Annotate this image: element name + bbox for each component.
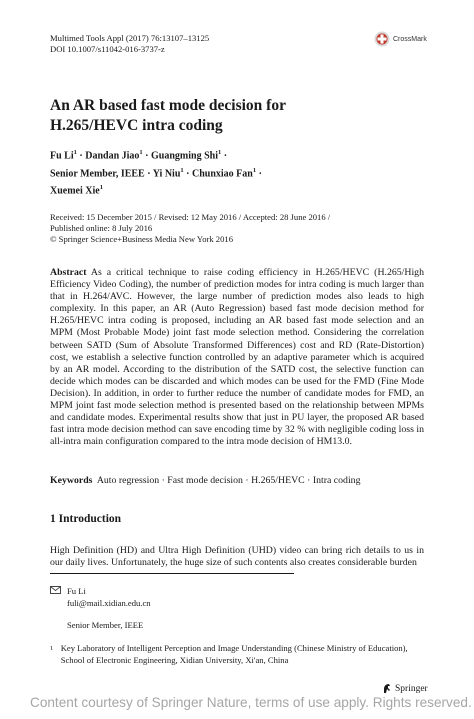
journal-citation: Multimed Tools Appl (2017) 76:13107–13125 — [50, 33, 210, 43]
correspondence — [50, 586, 151, 632]
affiliation-mark: 1 — [217, 149, 222, 156]
published-line: Published online: 8 July 2016 — [50, 223, 153, 233]
watermark-notice: Content courtesy of Springer Nature, terms of use apply. Rights reserved. — [30, 695, 472, 710]
author-name: Yi Niu — [152, 167, 181, 179]
affiliation-mark: 1 — [139, 149, 143, 156]
keywords-label: Keywords — [50, 475, 93, 486]
received-line: Received: 15 December 2015 / Revised: 12 May 2016 / Accepted: 28 June 2016 / — [50, 212, 331, 222]
author-name: Chunxiao Fan — [192, 167, 253, 179]
author-name: Xuemei Xie — [50, 185, 100, 197]
abstract-label: Abstract — [50, 267, 87, 278]
author-title: Senior Member, IEEE — [50, 167, 145, 179]
affiliation-text: Key Laboratory of Intelligent Perception and Image Understanding (Chinese Ministry of Education), School of Electronic Engineering, Xidian University, Xi'an, China — [60, 643, 408, 665]
affiliation-number: 1 — [50, 645, 54, 652]
author-list: Fu $Li^1$ · Dandan Jiao$^1$ · Guangming Shi$^1$ · Senior Member, IEEE · Yi Niu$^1$ · Chunxiao Fan$^1$ · Xuemei Xie$^1$ — [50, 149, 262, 197]
abstract — [50, 267, 424, 448]
correspondent-email[interactable]: fuli@mail.xidian.edu.cn — [67, 597, 151, 608]
author-name: Fu Li — [50, 150, 74, 162]
footnote-divider — [50, 573, 294, 574]
keywords — [50, 475, 424, 487]
author-name: Guangming Shi — [151, 150, 218, 162]
affiliation-mark: 1 — [180, 166, 184, 174]
affiliation-mark: 1 — [73, 149, 77, 156]
intro-paragraph: High Definition (HD) and Ultra High Definition (UHD) video can bring rich details to us in our daily lives. Unfortunately, the huge size of such contents also creates considerable burden — [50, 545, 424, 569]
correspondent-name: Fu Li — [67, 586, 86, 596]
publication-dates — [50, 212, 390, 245]
copyright-line: © Springer Science+Business Media New York 2016 — [50, 234, 233, 244]
affiliation-mark: 1 — [99, 184, 103, 192]
envelope-icon — [50, 586, 67, 598]
section-heading: 1 Introduction — [50, 513, 122, 525]
doi-line: DOI 10.1007/s11042-016-3737-z — [50, 44, 165, 54]
correspondent-note: Senior Member, IEEE — [67, 620, 144, 630]
crossmark-icon — [374, 31, 390, 47]
crossmark-label: CrossMark — [393, 35, 427, 43]
springer-horse-icon — [382, 683, 392, 694]
affiliation-mark: 1 — [252, 166, 257, 174]
keywords-text: Auto regression · Fast mode decision · H.265/HEVC · Intra coding — [96, 475, 361, 486]
springer-logo — [382, 683, 428, 694]
publisher-name: Springer — [395, 683, 428, 694]
crossmark-badge[interactable] — [374, 31, 427, 47]
paper-title: An AR based fast mode decision for H.265/HEVC intra coding — [50, 97, 286, 134]
abstract-text: As a critical technique to raise coding efficiency in H.265/HEVC (H.265/High Efficiency Video Coding), the number of prediction modes for intra coding is much larger than that in H.264/AVC. However, the large number of prediction modes also leads to high complexity. In this paper, an AR (Auto Regression) based fast mode decision method for H.265/HEVC intra coding is proposed, including an AR based fast mode selection and an MPM (Most Probable Mode) joint fast mode selection method. Considering the correlation between SATD (Sum of Absolute Transformed Differences) cost and RD (Rate-Distortion) cost, we establish a selective function controlled by an adaptive parameter which is acquired by an AR model. According to the distribution of the SATD cost, the selective function can decide which modes can be discarded and which modes can be used for the FMD (Fine Mode Decision). In addition, in order to further reduce the number of candidate modes for FMD, an MPM joint fast mode selection method is presented based on the relationship between MPMs and candidate modes. Experimental results show that just in PU layer, the proposed AR based fast intra mode decision method can save encoding time by 32 % with negligible coding loss in all-intra main configuration compared to the intra mode decision of HM13.0. — [50, 267, 424, 448]
journal-header — [50, 33, 209, 55]
author-name: Dandan Jiao — [85, 150, 140, 162]
affiliation-footnote — [50, 643, 424, 666]
